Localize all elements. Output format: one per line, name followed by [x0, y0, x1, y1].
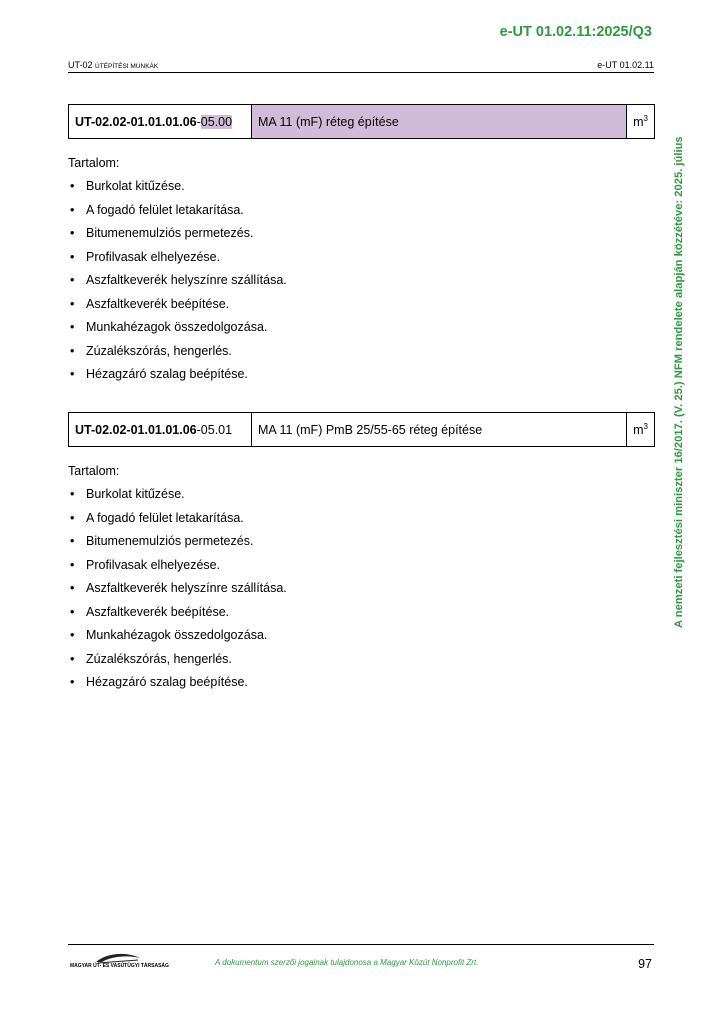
- bullet-icon: •: [70, 581, 75, 595]
- header-left: UT-02 ÚTÉPÍTÉSI MUNKÁK: [68, 60, 159, 70]
- bullet-icon: •: [70, 202, 75, 217]
- footer-logo-text: MAGYAR ÚT- ÉS VASÚTÜGYI TÁRSASÁG: [70, 963, 169, 969]
- task-list-item: [68, 530, 655, 554]
- work-item-2: [68, 412, 655, 695]
- task-list-item: [68, 554, 655, 578]
- task-text: Burkolat kitűzése.: [86, 487, 185, 501]
- item-code-suffix: 05.00: [200, 114, 233, 129]
- task-list-item: [68, 601, 655, 625]
- bullet-icon: •: [70, 179, 75, 193]
- bullet-icon: •: [70, 487, 75, 501]
- bullet-icon: •: [70, 273, 75, 287]
- bullet-icon: •: [70, 534, 75, 548]
- task-text: Munkahézagok összedolgozása.: [86, 320, 268, 334]
- task-text: Zúzalékszórás, hengerlés.: [86, 651, 232, 666]
- page-number: 97: [638, 957, 652, 971]
- task-list-item: [68, 577, 655, 601]
- content-label: Tartalom:: [68, 464, 120, 478]
- task-text: Aszfaltkeverék helyszínre szállítása.: [86, 581, 287, 595]
- item-header-table: [68, 412, 655, 447]
- task-list-item: [68, 199, 655, 223]
- task-text: Aszfaltkeverék helyszínre szállítása.: [86, 273, 287, 287]
- header-right: e-UT 01.02.11: [597, 60, 654, 70]
- work-item-1: [68, 104, 655, 387]
- task-text: Zúzalékszórás, hengerlés.: [86, 343, 232, 358]
- bullet-icon: •: [70, 249, 75, 264]
- task-list-item: [68, 222, 655, 246]
- header-section-title: ÚTÉPÍTÉSI MUNKÁK: [95, 63, 159, 70]
- footer-copyright: A dokumentum szerzői jogainak tulajdonosa a Magyar Közút Nonprofit Zrt.: [215, 958, 479, 967]
- footer-divider: [68, 944, 654, 945]
- bullet-icon: •: [70, 226, 75, 240]
- task-list-item: [68, 671, 655, 695]
- task-list-item: [68, 293, 655, 317]
- task-text: Munkahézagok összedolgozása.: [86, 628, 268, 642]
- content-label: Tartalom:: [68, 156, 120, 170]
- task-text: Profilvasak elhelyezése.: [86, 249, 221, 264]
- task-list-item: [68, 507, 655, 531]
- task-list-item: [68, 483, 655, 507]
- task-list: [68, 483, 655, 695]
- item-title: MA 11 (mF) réteg építése: [252, 105, 627, 139]
- task-text: Bitumenemulziós permetezés.: [86, 226, 254, 240]
- task-text: Aszfaltkeverék beépítése.: [86, 296, 230, 311]
- item-title: MA 11 (mF) PmB 25/55-65 réteg építése: [252, 413, 627, 447]
- item-header-table: [68, 104, 655, 139]
- item-code-suffix: 05.01: [200, 422, 233, 437]
- bullet-icon: •: [70, 628, 75, 642]
- task-list-item: [68, 246, 655, 270]
- item-unit: $m^3$: [627, 105, 655, 139]
- task-list-item: [68, 624, 655, 648]
- task-list-item: [68, 175, 655, 199]
- task-list-item: [68, 269, 655, 293]
- bullet-icon: •: [70, 651, 75, 666]
- side-publication-note: A nemzeti fejlesztési miniszter 16/2017. (V. 25.) NFM rendelete alapján közzétéve: 2025. július: [673, 136, 685, 628]
- item-unit: $m^3$: [627, 413, 655, 447]
- task-list-item: [68, 648, 655, 672]
- task-text: Bitumenemulziós permetezés.: [86, 534, 254, 548]
- task-text: Profilvasak elhelyezése.: [86, 557, 221, 572]
- bullet-icon: •: [70, 343, 75, 358]
- task-text: Hézagzáró szalag beépítése.: [86, 675, 248, 689]
- document-code: e-UT 01.02.11:2025/Q3: [499, 24, 652, 40]
- task-text: Hézagzáró szalag beépítése.: [86, 367, 248, 381]
- bullet-icon: •: [70, 675, 75, 689]
- task-text: A fogadó felület letakarítása.: [86, 510, 244, 525]
- bullet-icon: •: [70, 604, 75, 619]
- task-text: Burkolat kitűzése.: [86, 179, 185, 193]
- bullet-icon: •: [70, 510, 75, 525]
- task-list-item: [68, 363, 655, 387]
- item-code: UT-02.02-01.01.01.06-05.01: [69, 413, 252, 447]
- bullet-icon: •: [70, 320, 75, 334]
- task-text: Aszfaltkeverék beépítése.: [86, 604, 230, 619]
- task-list-item: [68, 340, 655, 364]
- bullet-icon: •: [70, 367, 75, 381]
- task-list: [68, 175, 655, 387]
- item-code: UT-02.02-01.01.01.06-05.00: [69, 105, 252, 139]
- bullet-icon: •: [70, 557, 75, 572]
- running-header: [68, 60, 654, 73]
- task-list-item: [68, 316, 655, 340]
- task-text: A fogadó felület letakarítása.: [86, 202, 244, 217]
- bullet-icon: •: [70, 296, 75, 311]
